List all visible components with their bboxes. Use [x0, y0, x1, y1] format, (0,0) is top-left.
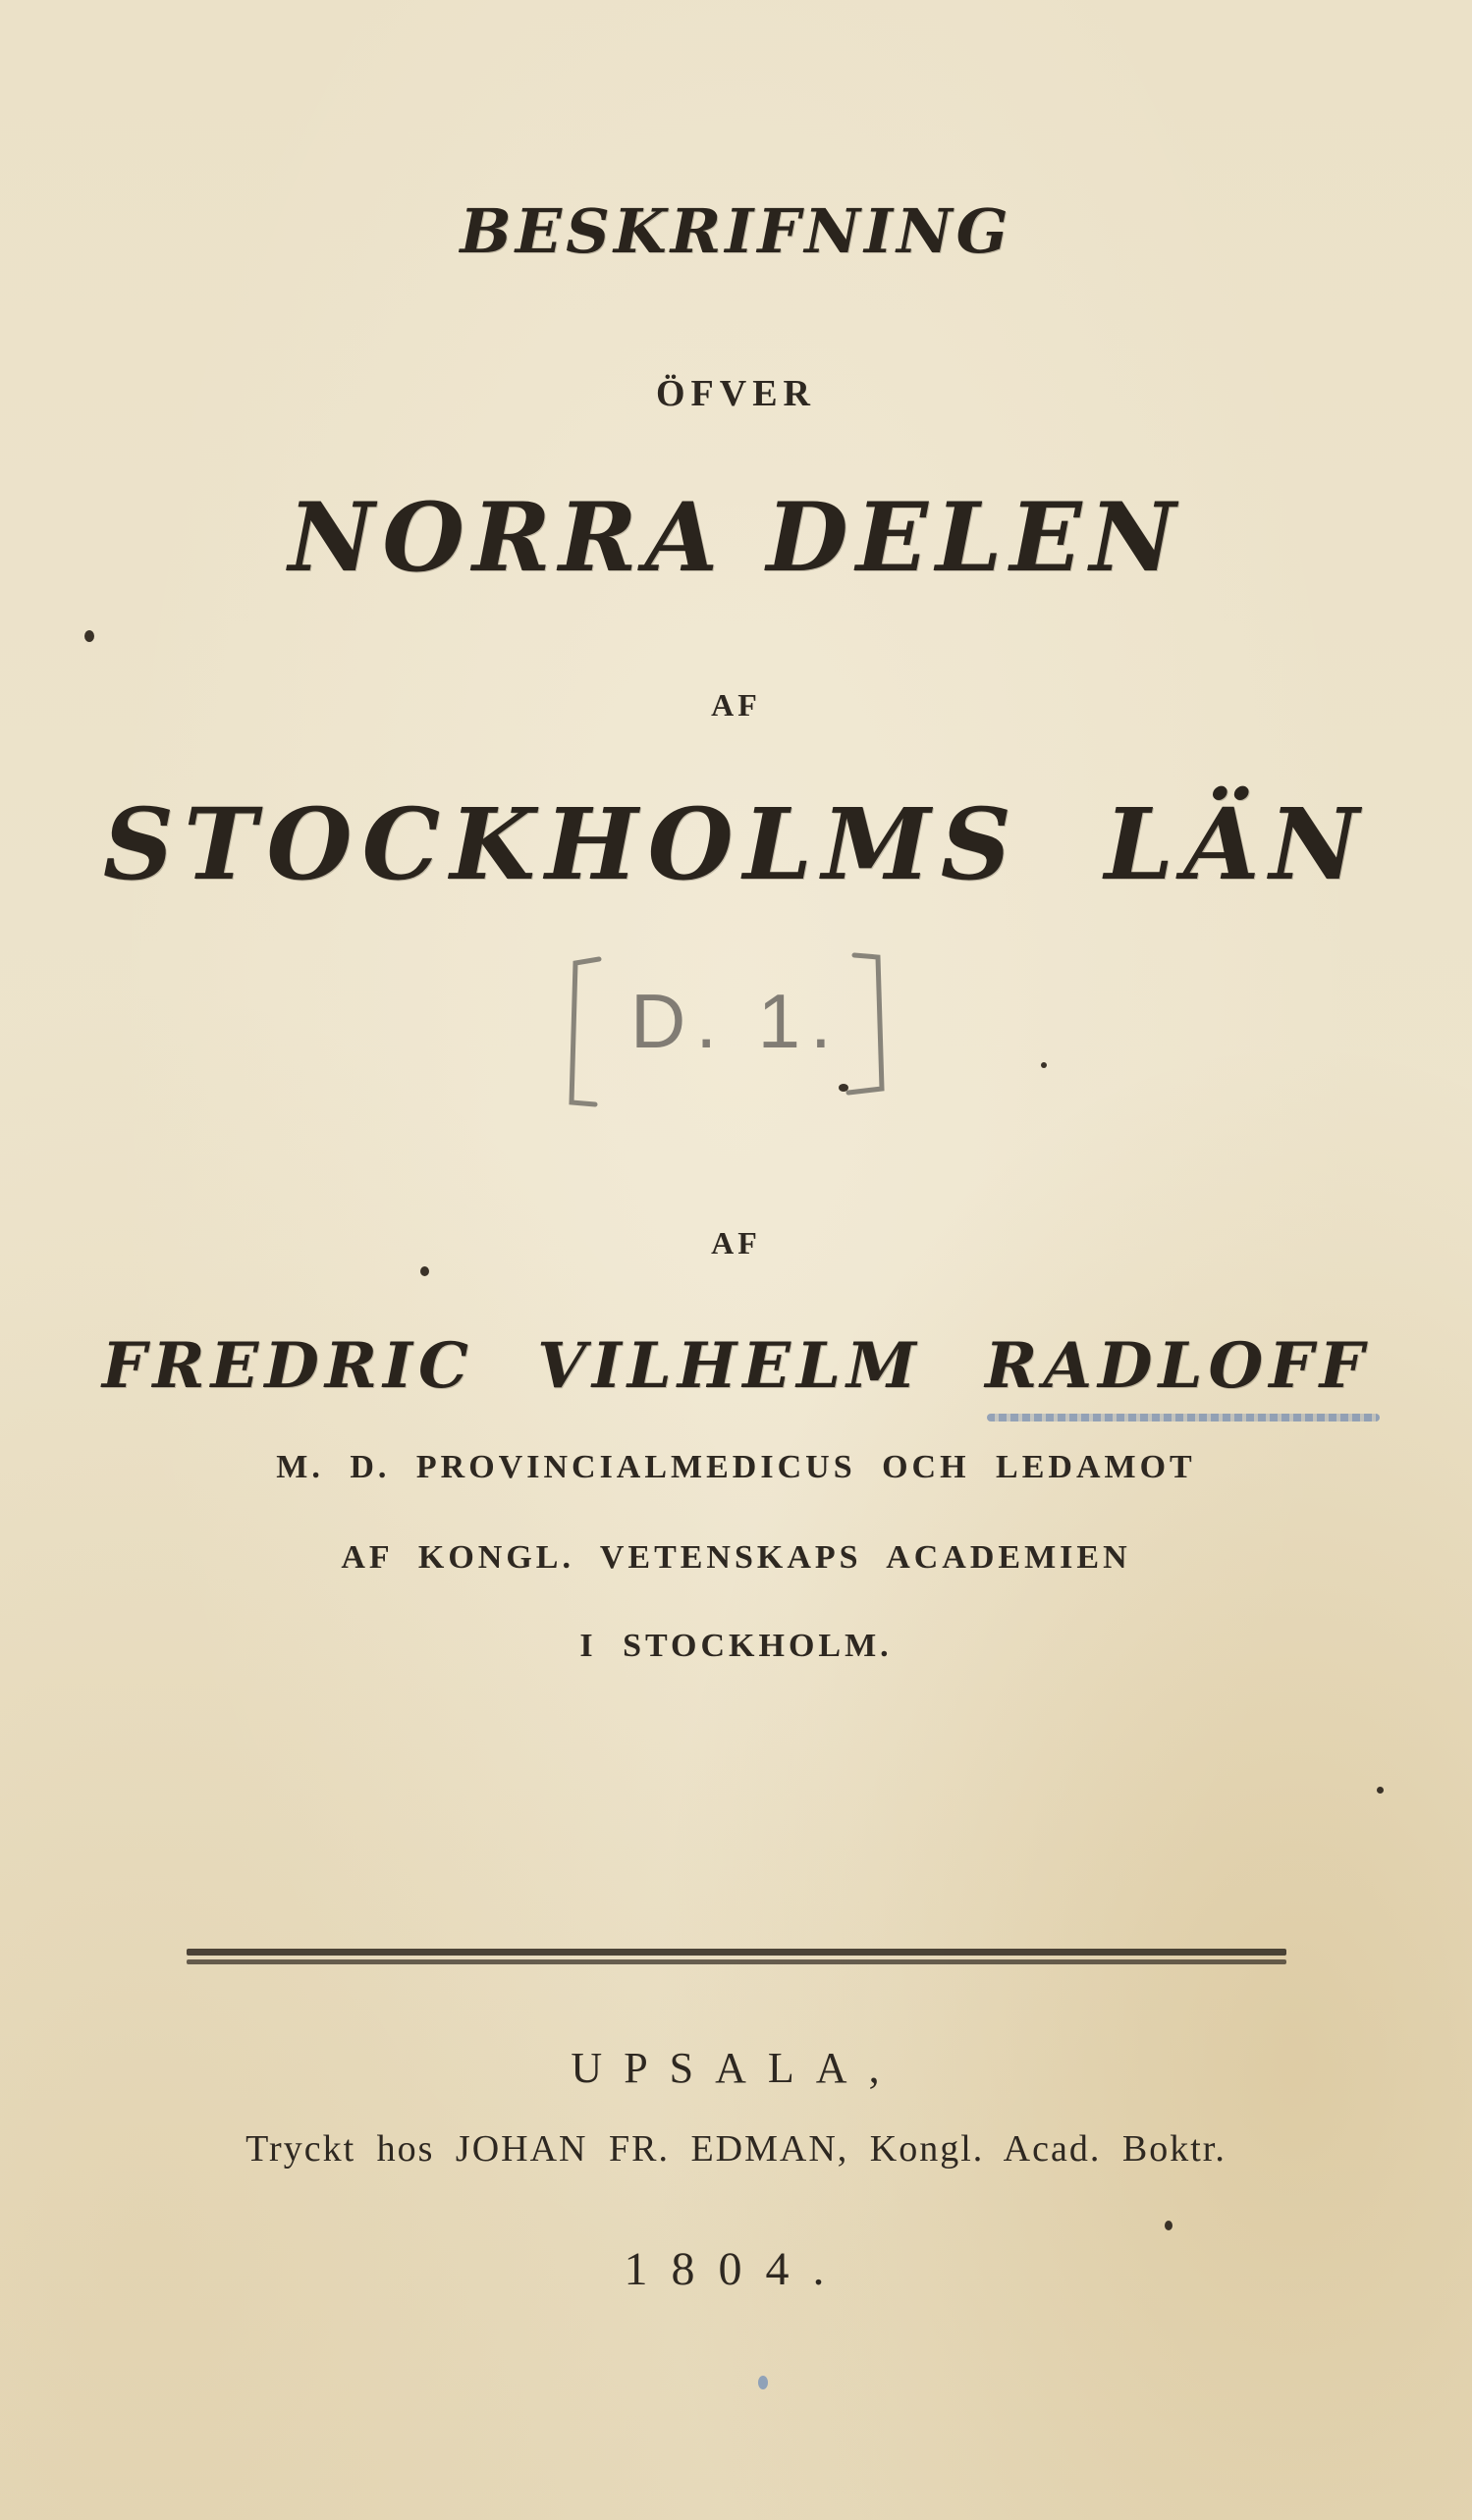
- ink-speck: [1377, 1787, 1384, 1794]
- imprint-place: UPSALA,: [571, 2044, 901, 2092]
- author-name: FREDRIC VILHELM RADLOFF: [101, 1329, 1371, 1403]
- credential-line-1: M. D. PROVINCIALMEDICUS OCH LEDAMOT: [276, 1449, 1196, 1485]
- imprint-year: 1804.: [624, 2243, 848, 2295]
- rule-bar-top: [187, 1949, 1286, 1956]
- ink-speck: [1041, 1062, 1047, 1068]
- credential-line-2: AF KONGL. VETENSKAPS ACADEMIEN: [341, 1539, 1131, 1576]
- ink-speck: [84, 630, 94, 642]
- blue-pencil-mark: [758, 2376, 768, 2389]
- title-line-norra-delen: NORRA DELEN: [288, 482, 1184, 593]
- title-line-beskrifning: BESKRIFNING: [460, 195, 1012, 267]
- ink-speck: [1165, 2221, 1172, 2230]
- ink-speck: [839, 1084, 848, 1092]
- credential-line-3: I STOCKHOLM.: [579, 1628, 893, 1664]
- ink-speck: [420, 1266, 429, 1276]
- imprint-printer: Tryckt hos JOHAN FR. EDMAN, Kongl. Acad. Boktr.: [245, 2128, 1227, 2170]
- title-line-stockholms-lan: STOCKHOLMS LÄN: [102, 786, 1370, 902]
- title-line-af: AF: [711, 687, 761, 723]
- title-line-ofver: ÖFVER: [656, 373, 816, 414]
- rule-bar-bottom: [187, 1959, 1286, 1964]
- pencil-underline: [987, 1414, 1380, 1421]
- shelfmark-text: D. 1.: [630, 978, 842, 1064]
- by-line: AF: [711, 1225, 761, 1260]
- double-rule-divider: [187, 1949, 1286, 1970]
